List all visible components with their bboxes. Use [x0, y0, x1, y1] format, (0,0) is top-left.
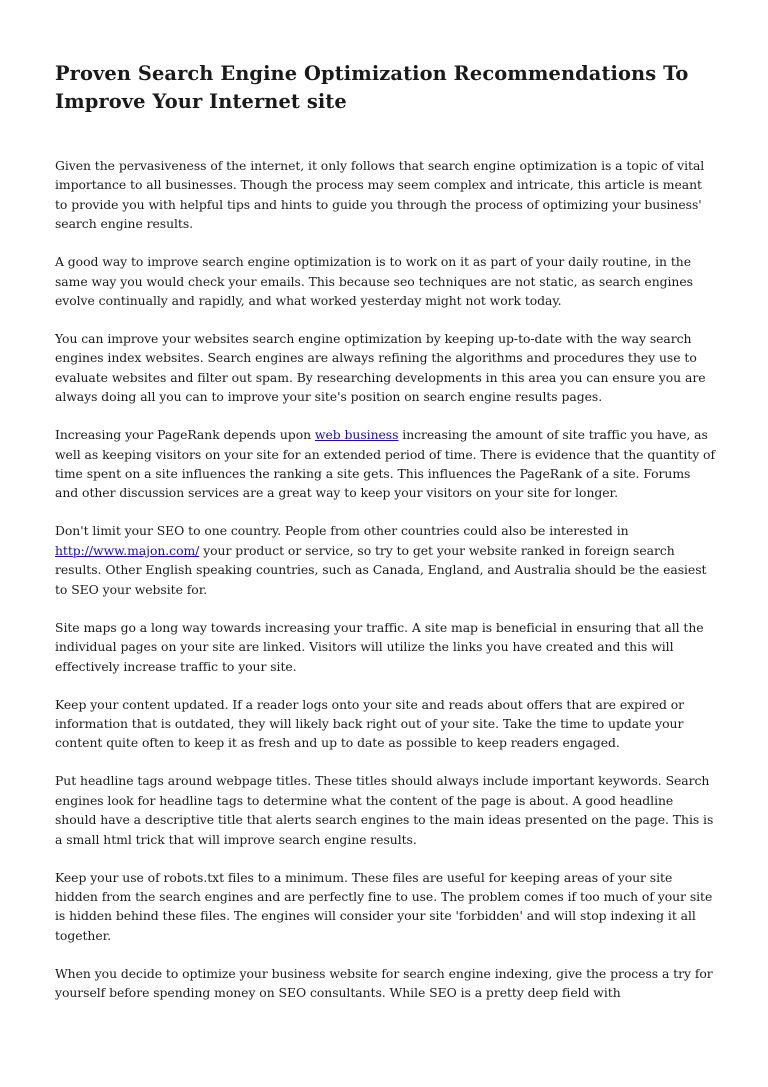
- paragraph-7: Keep your content updated. If a reader logs onto your site and reads about offers that are expired or information that is outdated, they will likely back right out of your site. Take the time to update your content quite often to keep it as fresh and up to date as possible to keep readers engaged.: [55, 696, 685, 751]
- paragraph-4-text-after: increasing the amount of site traffic you have, as well as keeping visitors on your site for an extended period of time. There is evidence that the quantity of time spent on a site influences the ranking a site gets. This influences the PageRank of a site. Forums and other discussion services are a great way to keep your visitors on your site for longer.: [55, 427, 715, 501]
- paragraph-5-text-before: Don't limit your SEO to one country. People from other countries could also be interested in: [55, 523, 629, 539]
- page-title: Proven Search Engine Optimization Recommendations To Improve Your Internet site: [55, 62, 689, 113]
- majon-link[interactable]: http://www.majon.com/: [55, 542, 200, 558]
- paragraph-5: [55, 521, 715, 599]
- paragraph-1: Given the pervasiveness of the internet, it only follows that search engine optimization is a topic of vital importance to all businesses. Though the process may seem complex and intricate, this article is meant to provide you with helpful tips and hints to guide you through the process of optimizing your business' search engine results.: [55, 158, 705, 232]
- paragraph-9: Keep your use of robots.txt files to a minimum. These files are useful for keeping areas of your site hidden from the search engines and are perfectly fine to use. The problem comes if too much of your site is hidden behind these files. The engines will consider your site 'forbidden' and will stop indexing it all together.: [55, 869, 713, 943]
- paragraph-6: Site maps go a long way towards increasing your traffic. A site map is beneficial in ensuring that all the individual pages on your site are linked. Visitors will utilize the links you have created and this will effectively increase traffic to your site.: [55, 619, 704, 674]
- paragraph-10: When you decide to optimize your business website for search engine indexing, give the process a try for yourself before spending money on SEO consultants. While SEO is a pretty deep field with: [55, 965, 713, 1001]
- paragraph-5-text-after: your product or service, so try to get your website ranked in foreign search results. Other English speaking countries, such as Canada, England, and Australia should be the easiest to SEO your website for.: [55, 542, 707, 597]
- web-business-link[interactable]: web business: [314, 427, 399, 443]
- paragraph-2: A good way to improve search engine optimization is to work on it as part of your daily routine, in the same way you would check your emails. This because seo techniques are not static, as search engines evolve continually and rapidly, and what worked yesterday might not work today.: [55, 254, 693, 309]
- document-page: [55, 60, 715, 1021]
- paragraph-3: You can improve your websites search engine optimization by keeping up-to-date with the way search engines index websites. Search engines are always refining the algorithms and procedures they use to evaluate websites and filter out spam. By researching developments in this area you can ensure you are always doing all you can to improve your site's position on search engine results pages.: [55, 331, 706, 405]
- paragraph-8: Put headline tags around webpage titles. These titles should always include important keywords. Search engines look for headline tags to determine what the content of the page is about. A good headline should have a descriptive title that alerts search engines to the main ideas presented on the page. This is a small html trick that will improve search engine results.: [55, 773, 714, 847]
- paragraph-4: [55, 425, 715, 503]
- paragraph-4-text-before: Increasing your PageRank depends upon: [55, 427, 315, 443]
